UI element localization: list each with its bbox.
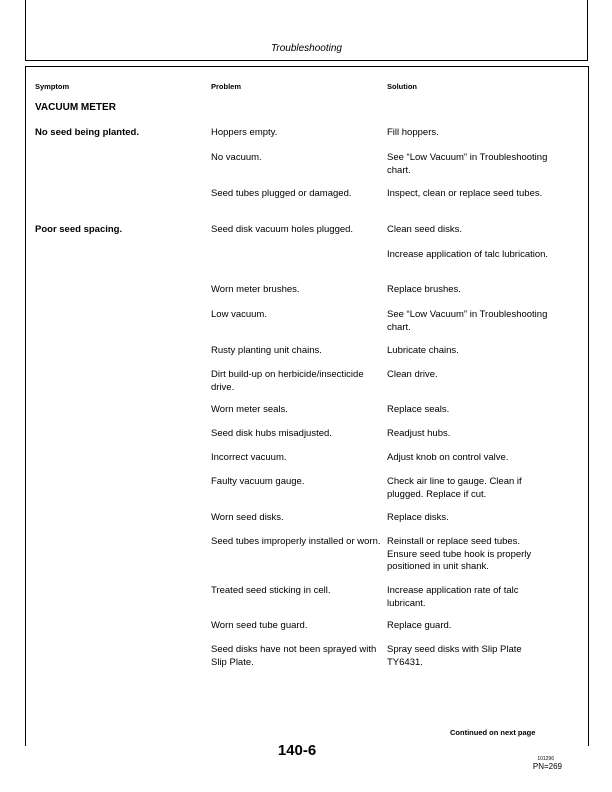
problem-cell: Incorrect vacuum.: [211, 452, 287, 463]
column-header-symptom: Symptom: [35, 82, 70, 91]
problem-cell: Worn seed tube guard.: [211, 620, 308, 631]
solution-cell: Replace guard.: [387, 620, 452, 631]
page-header-title: Troubleshooting: [271, 43, 342, 54]
problem-cell: Faulty vacuum gauge.: [211, 476, 305, 487]
problem-cell: Seed disk hubs misadjusted.: [211, 428, 332, 439]
solution-cell: Increase application of talc lubrication.: [387, 249, 549, 260]
section-heading: VACUUM METER: [35, 102, 116, 113]
problem-cell: Dirt build-up on herbicide/insecticide drive.: [211, 369, 364, 393]
solution-cell: Check air line to gauge. Clean if plugged. Replace if cut.: [387, 476, 522, 500]
solution-cell: Clean seed disks.: [387, 224, 462, 235]
solution-cell: Lubricate chains.: [387, 345, 459, 356]
continued-note: Continued on next page: [450, 728, 536, 737]
problem-cell: Worn seed disks.: [211, 512, 284, 523]
problem-cell: Treated seed sticking in cell.: [211, 585, 331, 596]
symptom-label: No seed being planted.: [35, 127, 139, 138]
solution-cell: See “Low Vacuum” in Troubleshooting chart.: [387, 152, 548, 176]
problem-cell: Seed disks have not been sprayed with Slip Plate.: [211, 644, 377, 668]
problem-cell: Worn meter seals.: [211, 404, 288, 415]
solution-cell: Adjust knob on control valve.: [387, 452, 509, 463]
solution-cell: Reinstall or replace seed tubes. Ensure seed tube hook is properly positioned in unit shank.: [387, 536, 532, 572]
solution-cell: Increase application rate of talc lubricant.: [387, 585, 519, 609]
solution-cell: Replace brushes.: [387, 284, 461, 295]
problem-cell: Low vacuum.: [211, 309, 267, 320]
solution-cell: Spray seed disks with Slip Plate TY6431.: [387, 644, 522, 668]
problem-cell: Seed tubes plugged or damaged.: [211, 188, 352, 199]
solution-cell: Fill hoppers.: [387, 127, 439, 138]
symptom-label: Poor seed spacing.: [35, 224, 123, 235]
solution-cell: See “Low Vacuum” in Troubleshooting chart.: [387, 309, 548, 333]
pn-number: PN=269: [532, 762, 562, 771]
problem-cell: No vacuum.: [211, 152, 262, 163]
problem-cell: Hoppers empty.: [211, 127, 278, 138]
document-code: 101296: [537, 756, 554, 762]
solution-cell: Replace seals.: [387, 404, 450, 415]
column-header-problem: Problem: [211, 82, 242, 91]
page-number: 140-6: [277, 742, 317, 759]
problem-cell: Worn meter brushes.: [211, 284, 300, 295]
solution-cell: Inspect, clean or replace seed tubes.: [387, 188, 543, 199]
solution-cell: Clean drive.: [387, 369, 438, 380]
column-header-solution: Solution: [387, 82, 417, 91]
problem-cell: Rusty planting unit chains.: [211, 345, 322, 356]
header-divider: [25, 60, 588, 61]
problem-cell: Seed tubes improperly installed or worn.: [211, 536, 381, 547]
solution-cell: Readjust hubs.: [387, 428, 451, 439]
solution-cell: Replace disks.: [387, 512, 449, 523]
problem-cell: Seed disk vacuum holes plugged.: [211, 224, 354, 235]
